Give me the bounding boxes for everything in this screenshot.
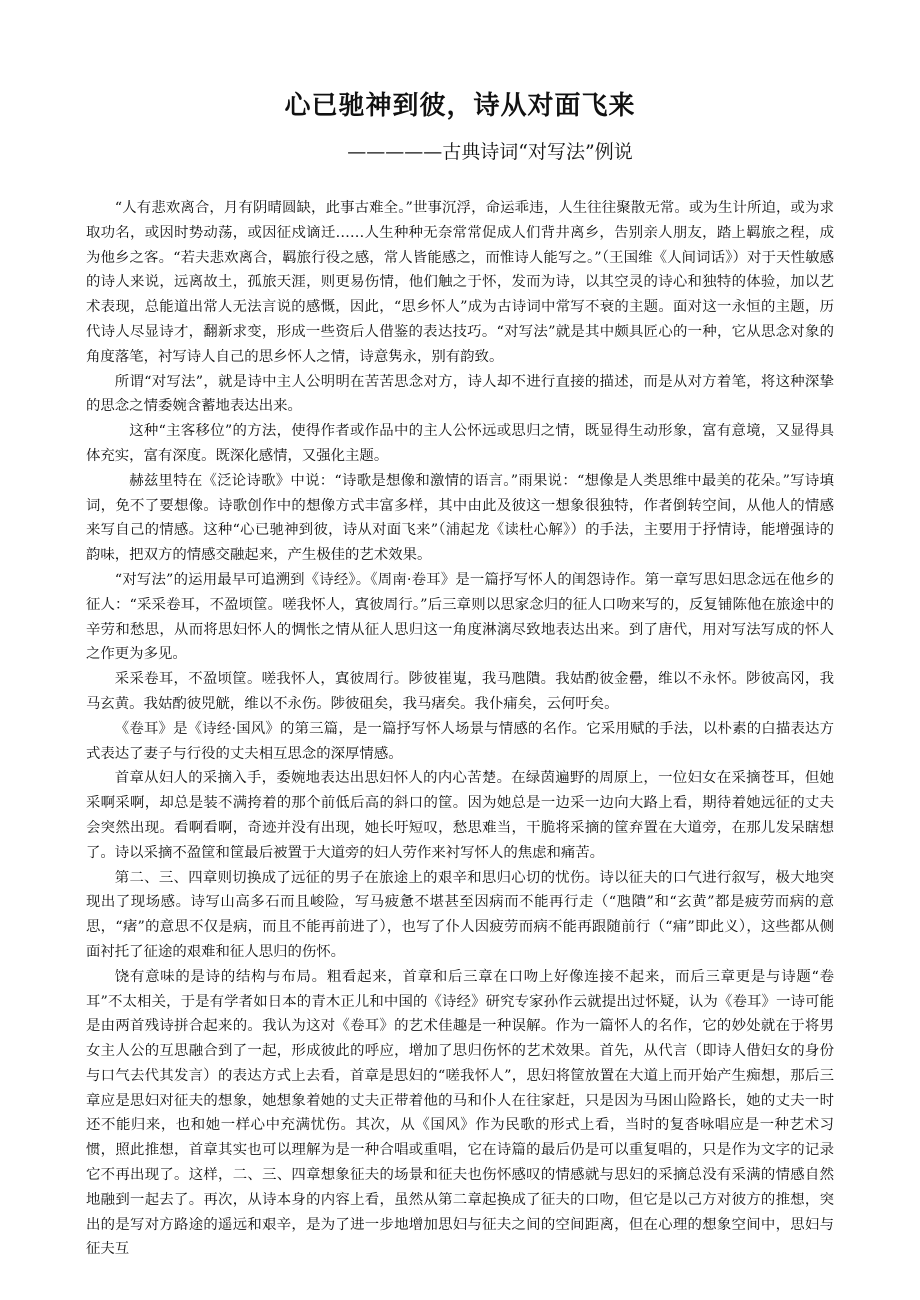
article-subtitle: —————古典诗词“对写法”例说 bbox=[347, 141, 633, 163]
paragraph-origin: “对写法”的运用最早可追溯到《诗经》。《周南·卷耳》是一篇抒写怀人的闺怨诗作。第一章写思妇思念远在他乡的征人：“采采卷耳，不盈顷筐。嗟我怀人，寘彼周行。”后三章则以思家念归的征人口吻来写的，反复铺陈他在旅途中的辛劳和愁思，从而将思妇怀人的惆怅之情从征人思归这一角度淋漓尽致地表达出来。到了唐代，用对写法写成的怀人之作更为多见。 bbox=[86, 571, 834, 663]
paragraph-poem-intro: 《卷耳》是《诗经·国风》的第三篇，是一篇抒写怀人场景与情感的名作。它采用赋的手法，以朴素的白描表达方式表达了妻子与行役的丈夫相互思念的深厚情感。 bbox=[86, 720, 834, 762]
paragraph-imagination: 赫兹里特在《泛论诗歌》中说：“诗歌是想像和激情的语言。”雨果说：“想像是人类思维中最美的花朵。”写诗填词，免不了要想像。诗歌创作中的想像方式丰富多样，其中由此及彼这一想象很独特，作者倒转空间，从他人的情感来写自己的情感。这种“心已驰神到彼，诗从对面飞来”（浦起龙《读杜心解》）的手法，主要用于抒情诗，能增强诗的韵味，把双方的情感交融起来，产生极佳的艺术效果。 bbox=[86, 472, 834, 564]
paragraph-first-chapter: 首章从妇人的采摘入手，委婉地表达出思妇怀人的内心苦楚。在绿茵遍野的周原上，一位妇女在采摘苍耳，但她采啊采啊，却总是装不满挎着的那个前低后高的斜口的筐。因为她总是一边采一边向大路上看，期待着她远征的丈夫会突然出现。看啊看啊，奇迹并没有出现，她长吁短叹，愁思难当，干脆将采摘的筐弃置在大道旁，在那儿发呆瞎想了。诗以采摘不盈筐和筐最后被置于大道旁的妇人劳作来衬写怀人的焦虑和痛苦。 bbox=[86, 770, 834, 861]
paragraph-poem-text: 采采卷耳，不盈顷筐。嗟我怀人，寘彼周行。陟彼崔嵬，我马虺隤。我姑酌彼金罍，维以不永怀。陟彼高冈，我马玄黄。我姑酌彼兕觥，维以不永伤。陟彼砠矣，我马瘏矣。我仆痡矣，云何吁矣。 bbox=[86, 671, 834, 712]
paragraph-intro: “人有悲欢离合，月有阴晴圆缺，此事古难全。”世事沉浮，命运乖违，人生往往聚散无常。或为生计所迫，或为求取功名，或因时势动荡，或因征戍谪迁……人生种种无奈常常促成人们背井离乡，告别亲人朋友，踏上羁旅之程，成为他乡之客。“若夫悲欢离合，羁旅行役之感，常人皆能感之，而惟诗人能写之。”（王国维《人间词话》）对于天性敏感的诗人来说，远离故土，孤旅天涯，则更易伤情，他们触之于怀，发而为诗，以其空灵的诗心和独特的体验，加以艺术表现，总能道出常人无法言说的感慨，因此，“思乡怀人”成为古诗词中常写不衰的主题。面对这一永恒的主题，历代诗人尽显诗才，翻新求变，形成一些资后人借鉴的表达技巧。“对写法”就是其中颇具匠心的一种，它从思念对象的角度落笔，衬写诗人自己的思乡怀人之情，诗意隽永，别有韵致。 bbox=[86, 200, 834, 365]
paragraph-definition: 所谓“对写法”，就是诗中主人公明明在苦苦思念对方，诗人却不进行直接的描述，而是从对方着笔，将这种深挚的思念之情委婉含蓄地表达出来。 bbox=[86, 373, 834, 415]
paragraph-later-chapters: 第二、三、四章则切换成了远征的男子在旅途上的艰辛和思归心切的忧伤。诗以征夫的口气进行叙写，极大地突现出了现场感。诗写山高多石而且峻险，写马疲惫不堪甚至因病而不能再行走（“虺隤”和“玄黄”都是疲劳而病的意思，“瘏”的意思不仅是病，而且不能再前进了），也写了仆人因疲劳而病不能再跟随前行（“痡”即此义），这些都从侧面衬托了征途的艰难和征人思归的伤怀。 bbox=[86, 869, 834, 960]
article-title: 心已驰神到彼，诗从对面飞来 bbox=[284, 91, 636, 121]
paragraph-structure: 饶有意味的是诗的结构与布局。粗看起来，首章和后三章在口吻上好像连接不起来，而后三章更是与诗题“卷耳”不太相关，于是有学者如日本的青木正儿和中国的《诗经》研究专家孙作云就提出过怀疑，认为《卷耳》一诗可能是由两首残诗拼合起来的。我认为这对《卷耳》的艺术佳趣是一种误解。作为一篇怀人的名作，它的妙处就在于将男女主人公的互思融合到了一起，形成彼此的呼应，增加了思归伤怀的艺术效果。首先，从代言（即诗人借妇女的身份与口气去代其发言）的表达方式上去看，首章是思妇的“嗟我怀人”，思妇将筐放置在大道上而开始产生痴想，那后三章应是思妇对征夫的想象，她想象着她的丈夫正带着他的马和仆人在往家赶，只是因为马困山险路长，她的丈夫一时还不能归来，也和她一样心中充满忧伤。其次，从《国风》作为民歌的形式上看，当时的复沓咏唱应是一种艺术习惯，照此推想，首章其实也可以理解为是一种合唱或重唱，它在诗篇的最后仍是可以重复唱的，只是作为文字的记录它不再出现了。这样，二、三、四章想象征夫的场景和征夫也伤怀感叹的情感就与思妇的采摘总没有采满的情感自然地融到一起去了。再次，从诗本身的内容上看，虽然从第二章起换成了征夫的口吻，但它是以己方对彼方的推想，突出的是写对方路途的遥远和艰辛，是为了进一步地增加思妇与征夫之间的空间距离，但在心理的想象空间中，思妇与征夫互 bbox=[86, 968, 834, 1258]
article-body bbox=[86, 196, 834, 1262]
paragraph-method: 这种“主客移位”的方法，使得作者或作品中的主人公怀远或思归之情，既显得生动形象，富有意境，又显得具体充实，富有深度。既深化感情，又强化主题。 bbox=[86, 423, 834, 464]
